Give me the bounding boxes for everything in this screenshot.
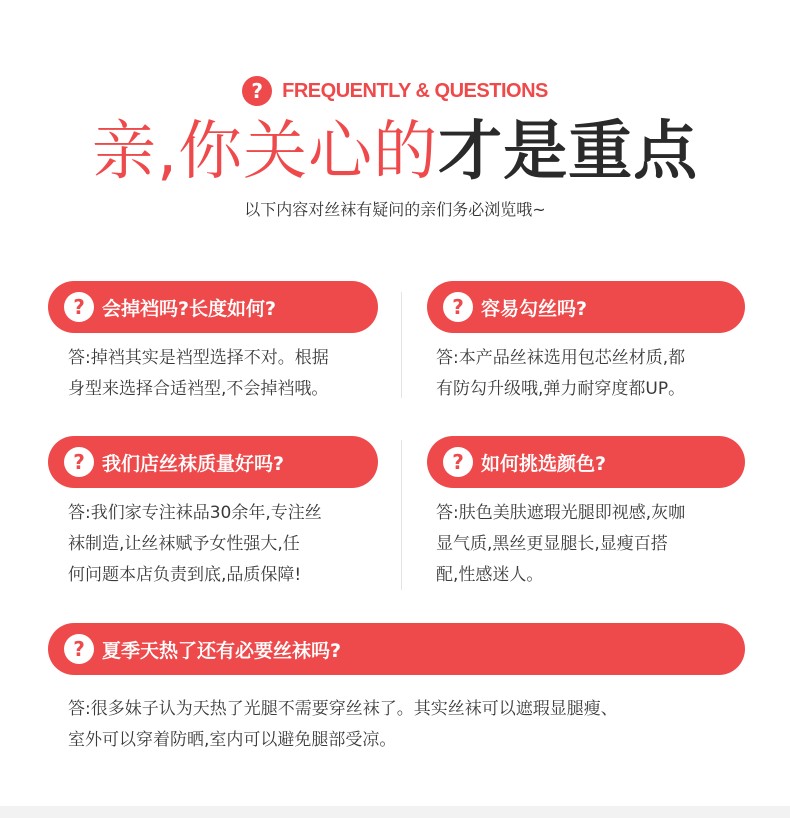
subtitle: 以下内容对丝袜有疑问的亲们务必浏览哦~ — [244, 200, 546, 219]
faq-answer-line: 何问题本店负责到底,品质保障! — [68, 565, 302, 585]
faq-answer-line: 答:很多妹子认为天热了光腿不需要穿丝袜了。其实丝袜可以遮瑕显腿瘦、 — [68, 699, 618, 719]
faq-answer-line: 袜制造,让丝袜赋予女性强大,任 — [68, 534, 300, 554]
faq-answer-line: 答:我们家专注袜品30余年,专注丝 — [68, 503, 322, 523]
faq-answer-line: 答:掉裆其实是裆型选择不对。根据 — [68, 348, 329, 368]
question-mark-icon: ? — [64, 447, 94, 477]
header-row — [0, 76, 790, 106]
faq-question-pill — [427, 281, 745, 333]
page-title — [0, 112, 790, 192]
faq-question-text: 容易勾丝吗? — [481, 297, 588, 320]
column-divider — [401, 440, 402, 590]
bottom-band — [0, 806, 790, 818]
faq-question-text: 如何挑选颜色? — [481, 452, 607, 475]
question-mark-icon: ? — [64, 634, 94, 664]
faq-question-pill — [48, 623, 745, 675]
faq-answer — [436, 498, 685, 591]
faq-question-text: 我们店丝袜质量好吗? — [102, 452, 285, 475]
header-title: FREQUENTLY & QUESTIONS — [282, 79, 548, 102]
question-mark-icon: ? — [242, 76, 272, 106]
faq-question-text: 会掉裆吗?长度如何? — [102, 297, 277, 320]
question-mark-icon: ? — [443, 447, 473, 477]
faq-answer — [68, 498, 322, 591]
headline-thin: 亲,你关心的 — [91, 115, 439, 189]
faq-answer — [68, 343, 329, 405]
question-mark-icon: ? — [64, 292, 94, 322]
faq-question-pill — [48, 281, 378, 333]
faq-answer-line: 答:本产品丝袜选用包芯丝材质,都 — [436, 348, 686, 368]
faq-answer-line: 身型来选择合适裆型,不会掉裆哦。 — [68, 379, 329, 399]
faq-answer-line: 答:肤色美肤遮瑕光腿即视感,灰咖 — [436, 503, 686, 523]
faq-answer-line: 配,性感迷人。 — [436, 565, 544, 585]
faq-question-pill — [427, 436, 745, 488]
faq-answer-line: 室外可以穿着防晒,室内可以避免腿部受凉。 — [68, 730, 397, 750]
faq-answer — [68, 694, 618, 756]
faq-answer-line: 显气质,黑丝更显腿长,显瘦百搭 — [436, 534, 668, 554]
faq-question-text: 夏季天热了还有必要丝袜吗? — [102, 639, 342, 662]
question-mark-icon: ? — [443, 292, 473, 322]
column-divider — [401, 292, 402, 398]
faq-question-pill — [48, 436, 378, 488]
faq-answer — [436, 343, 685, 405]
faq-answer-line: 有防勾升级哦,弹力耐穿度都UP。 — [436, 379, 686, 399]
headline-bold: 才是重点 — [438, 115, 699, 189]
